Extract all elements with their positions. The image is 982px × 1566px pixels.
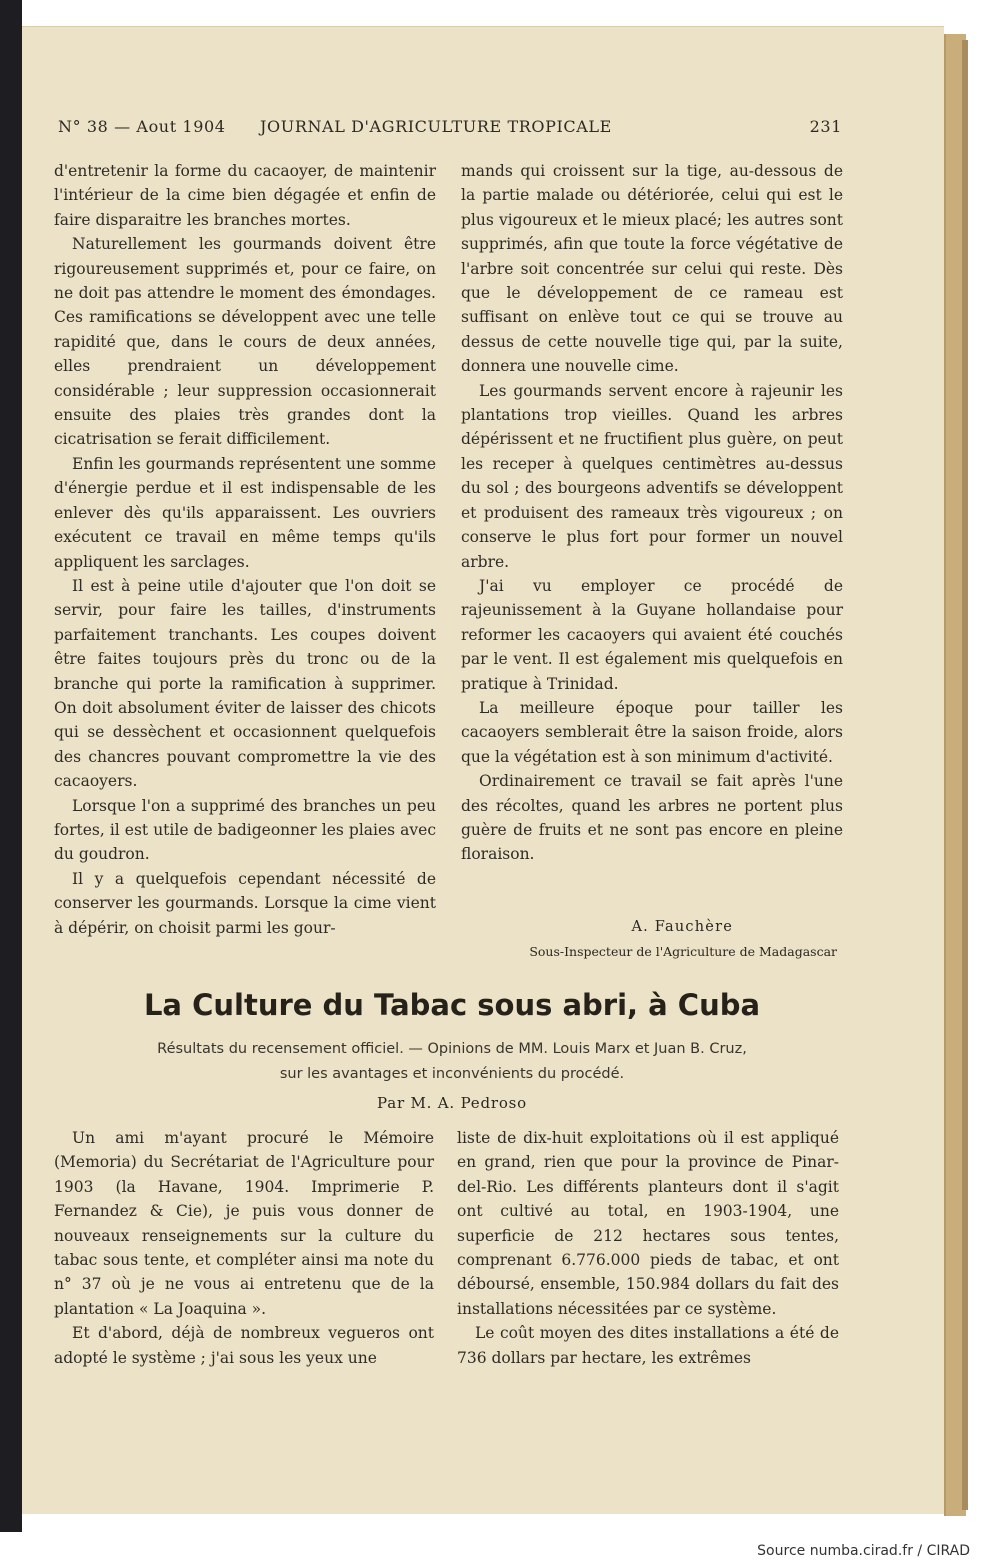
paragraph: Un ami m'ayant procuré le Mémoire (Memoria) du Secrétariat de l'Agriculture pour 1903 (la Havane, 1904. Imprimerie P. Fernandez & Cie), je puis vous donner de nouveaux renseignements sur la culture du tabac sous tente, et compléter ainsi ma note du n° 37 où je ne vous ai entretenu que de la plantation « La Joaquina ». [54, 1129, 434, 1318]
journal-title: JOURNAL D'AGRICULTURE TROPICALE [260, 117, 612, 136]
paragraph: d'entretenir la forme du cacaoyer, de maintenir l'intérieur de la cime bien dégagée et enfin de faire disparaitre les branches mortes. [54, 162, 436, 229]
article-subtitle-line2: sur les avantages et inconvénients du procédé. [279, 1066, 625, 1082]
article-subtitle-line1: Résultats du recensement officiel. — Opinions de MM. Louis Marx et Juan B. Cruz, [157, 1041, 747, 1057]
paragraph: Lorsque l'on a supprimé des branches un peu fortes, il est utile de badigeonner les plaies avec du goudron. [54, 796, 436, 864]
paragraph: J'ai vu employer ce procédé de rajeunissement à la Guyane hollandaise pour reformer les cacaoyers qui avaient été couchés par le vent. Il est également mis quelquefois en pratique à Trinidad. [461, 576, 843, 693]
article-byline: Par M. A. Pedroso [377, 1094, 527, 1112]
paragraph: Naturellement les gourmands doivent être rigoureusement supprimés et, pour ce faire, on ne doit pas attendre le moment des émondages. Ces ramifications se développent avec une telle rapidité que, dans le cours de deux années, elles prendraient un développement considérable ; leur suppression occasionnerait ensuite des plaies très grandes dont la cicatrisation se ferait difficilement. [54, 235, 436, 449]
paragraph: Les gourmands servent encore à rajeunir les plantations trop vieilles. Quand les arbres dépérissent et ne fructifient plus guère, on peut les receper à quelques centimètres au-dessus du sol ; des bourgeons adventifs se développent et produisent des rameaux très vigoureux ; on conserve le plus fort pour former un nouvel arbre. [461, 381, 843, 571]
source-credit: Source numba.cirad.fr / CIRAD [757, 1543, 970, 1559]
paragraph: La meilleure époque pour tailler les cacaoyers semblerait être la saison froide, alors que la végétation est à son minimum d'activité. [461, 698, 843, 766]
paragraph: Le coût moyen des dites installations a été de 736 dollars par hectare, les extrêmes [457, 1324, 839, 1367]
paragraph: liste de dix-huit exploitations où il est appliqué en grand, rien que pour la province de Pinar-del-Rio. Les différents planteurs dont il s'agit ont cultivé au total, en 1903-1904, une superficie de 212 hectares sous tentes, comprenant 6.776.000 pieds de tabac, et ont déboursé, ensemble, 150.984 dollars du fait des installations nécessitées par ce système. [457, 1129, 839, 1318]
paragraph: Il est à peine utile d'ajouter que l'on doit se servir, pour faire les tailles, d'instruments parfaitement tranchants. Les coupes doivent être faites toujours près du tronc ou de la branche qui porte la ramification à supprimer. On doit absolument éviter de laisser des chicots qui se dessèchent et occasionnent quelquefois des chancres pouvant compromettre la vie des cacaoyers. [54, 576, 436, 791]
top-left-column [54, 159, 436, 940]
paragraph: Il y a quelquefois cependant nécessité de conserver les gourmands. Lorsque la cime vient à dépérir, on choisit parmi les gour- [54, 869, 436, 937]
paragraph: Et d'abord, déjà de nombreux vegueros ont adopté le système ; j'ai sous les yeux une [54, 1324, 434, 1367]
paragraph: Enfin les gourmands représentent une somme d'énergie perdue et il est indispensable de les enlever dès qu'ils apparaissent. Les ouvriers exécutent ce travail en même temps qu'ils appliquent les sarclages. [54, 454, 436, 571]
paragraph: Ordinairement ce travail se fait après l'une des récoltes, quand les arbres ne portent plus guère de fruits et ne sont pas encore en pleine floraison. [461, 772, 843, 864]
top-right-column [461, 159, 843, 867]
running-head [58, 117, 842, 139]
paragraph: mands qui croissent sur la tige, au-dessous de la partie malade ou détériorée, celui qui est le plus vigoureux et le mieux placé; les autres sont supprimés, afin que toute la force végétative de l'arbre soit concentrée sur celui qui reste. Dès que le développement de ce rameau est suffisant on enlève tout ce qui se trouve au dessus de cette nouvelle tige qui, par la suite, donnera une nouvelle cime. [461, 162, 843, 376]
bottom-right-column [457, 1126, 839, 1370]
author-signature: A. Fauchère [631, 919, 733, 935]
bottom-left-column [54, 1126, 434, 1370]
issue-number: N° 38 — Aout 1904 [58, 117, 226, 136]
page-number: 231 [809, 117, 842, 136]
article-title: La Culture du Tabac sous abri, à Cuba [143, 988, 761, 1022]
page-edge-shadow [962, 40, 968, 1510]
author-title: Sous-Inspecteur de l'Agriculture de Madagascar [529, 944, 837, 959]
scan-dark-edge [0, 0, 22, 1532]
